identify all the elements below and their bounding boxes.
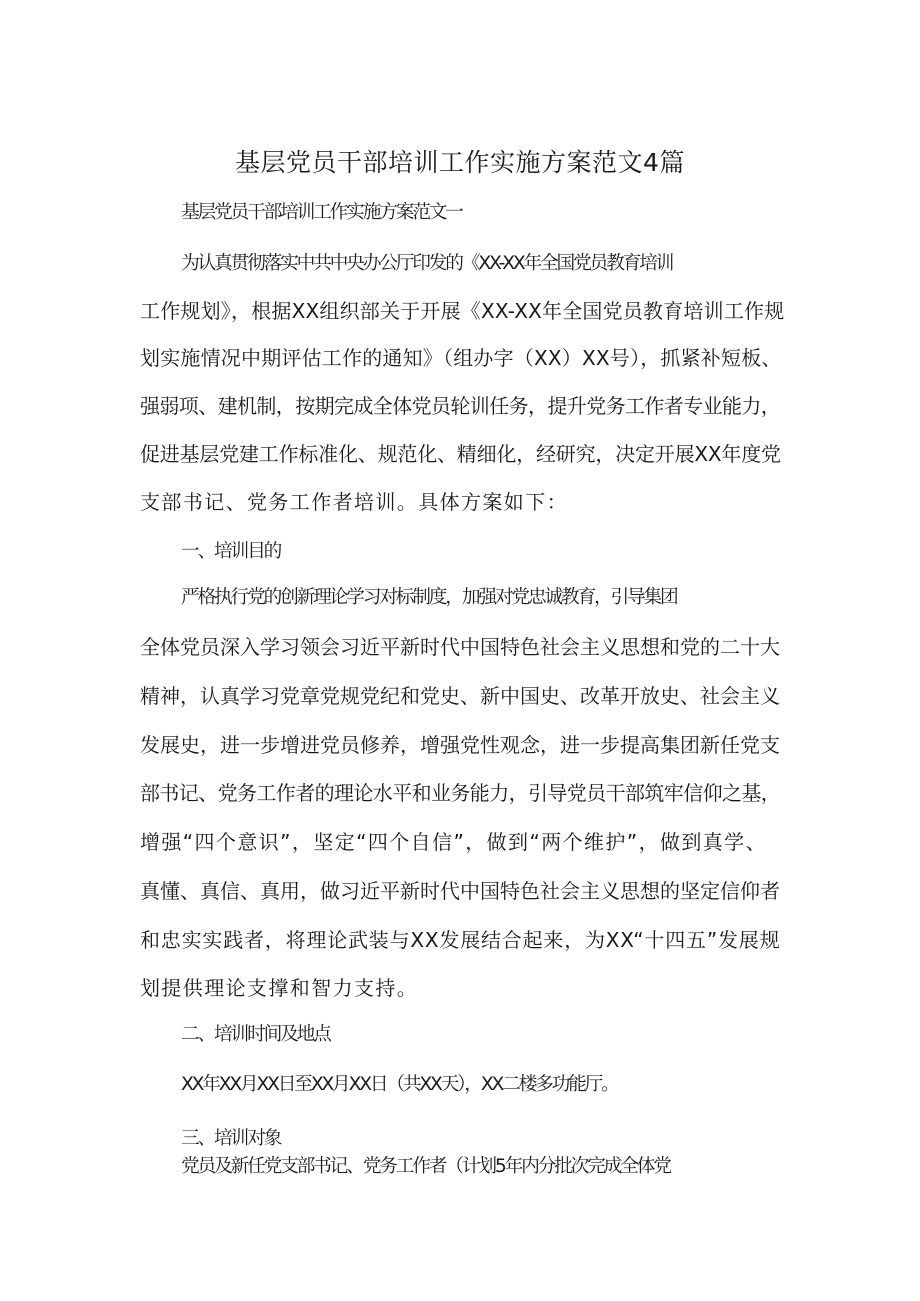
paragraph-line: 党员及新任党支部书记、党务工作者（计划5年内分批次完成全体党 [181,1156,670,1177]
section-heading-purpose: 一、培训目的 [181,541,281,562]
paragraph-line: 增强“四个意识”，坚定“四个自信”，做到“两个维护”，做到真学、 [140,830,767,854]
document-title: 基层党员干部培训工作实施方案范文4篇 [235,148,685,177]
paragraph-line: 划提供理论支撑和智力支持。 [140,976,419,1000]
paragraph-line: 真懂、真信、真用，做习近平新时代中国特色社会主义思想的坚定信仰者 [140,879,780,903]
paragraph-line: 强弱项、建机制，按期完成全体党员轮训任务，提升党务工作者专业能力， [140,394,781,418]
paragraph-line: 和忠实实践者，将理论武装与XX发展结合起来，为XX“十四五”发展规 [140,928,781,952]
section-heading-time-location: 二、培训时间及地点 [181,1024,330,1045]
section-heading-participants: 三、培训对象 [181,1128,281,1149]
paragraph-line: 支部书记、党务工作者培训。具体方案如下： [140,490,568,514]
paragraph-line: 为认真贯彻落实中共中央办公厅印发的《XX-XX年全国党员教育培训 [181,253,673,274]
paragraph-line: 部书记、党务工作者的理论水平和业务能力，引导党员干部筑牢信仰之基， [140,781,781,805]
document-subtitle: 基层党员干部培训工作实施方案范文一 [181,202,462,223]
paragraph-line: 精神，认真学习党章党规党纪和党史、新中国史、改革开放史、社会主义 [140,684,780,708]
paragraph-line: 全体党员深入学习领会习近平新时代中国特色社会主义思想和党的二十大 [140,635,780,659]
paragraph-line: 工作规划》，根据XX组织部关于开展《XX-XX年全国党员教育培训工作规 [140,299,785,323]
paragraph-line: 划实施情况中期评估工作的通知》（组办字（XX）XX号），抓紧补短板、 [140,346,782,370]
paragraph-line: 促进基层党建工作标准化、规范化、精细化，经研究，决定开展XX年度党 [140,442,781,466]
paragraph-line: XX年XX月XX日至XX月XX日（共XX天），XX二楼多功能厅。 [181,1074,618,1095]
paragraph-line: 发展史，进一步增进党员修养，增强党性观念，进一步提高集团新任党支 [140,733,780,757]
paragraph-line: 严格执行党的创新理论学习对标制度，加强对党忠诚教育，引导集团 [181,587,677,608]
